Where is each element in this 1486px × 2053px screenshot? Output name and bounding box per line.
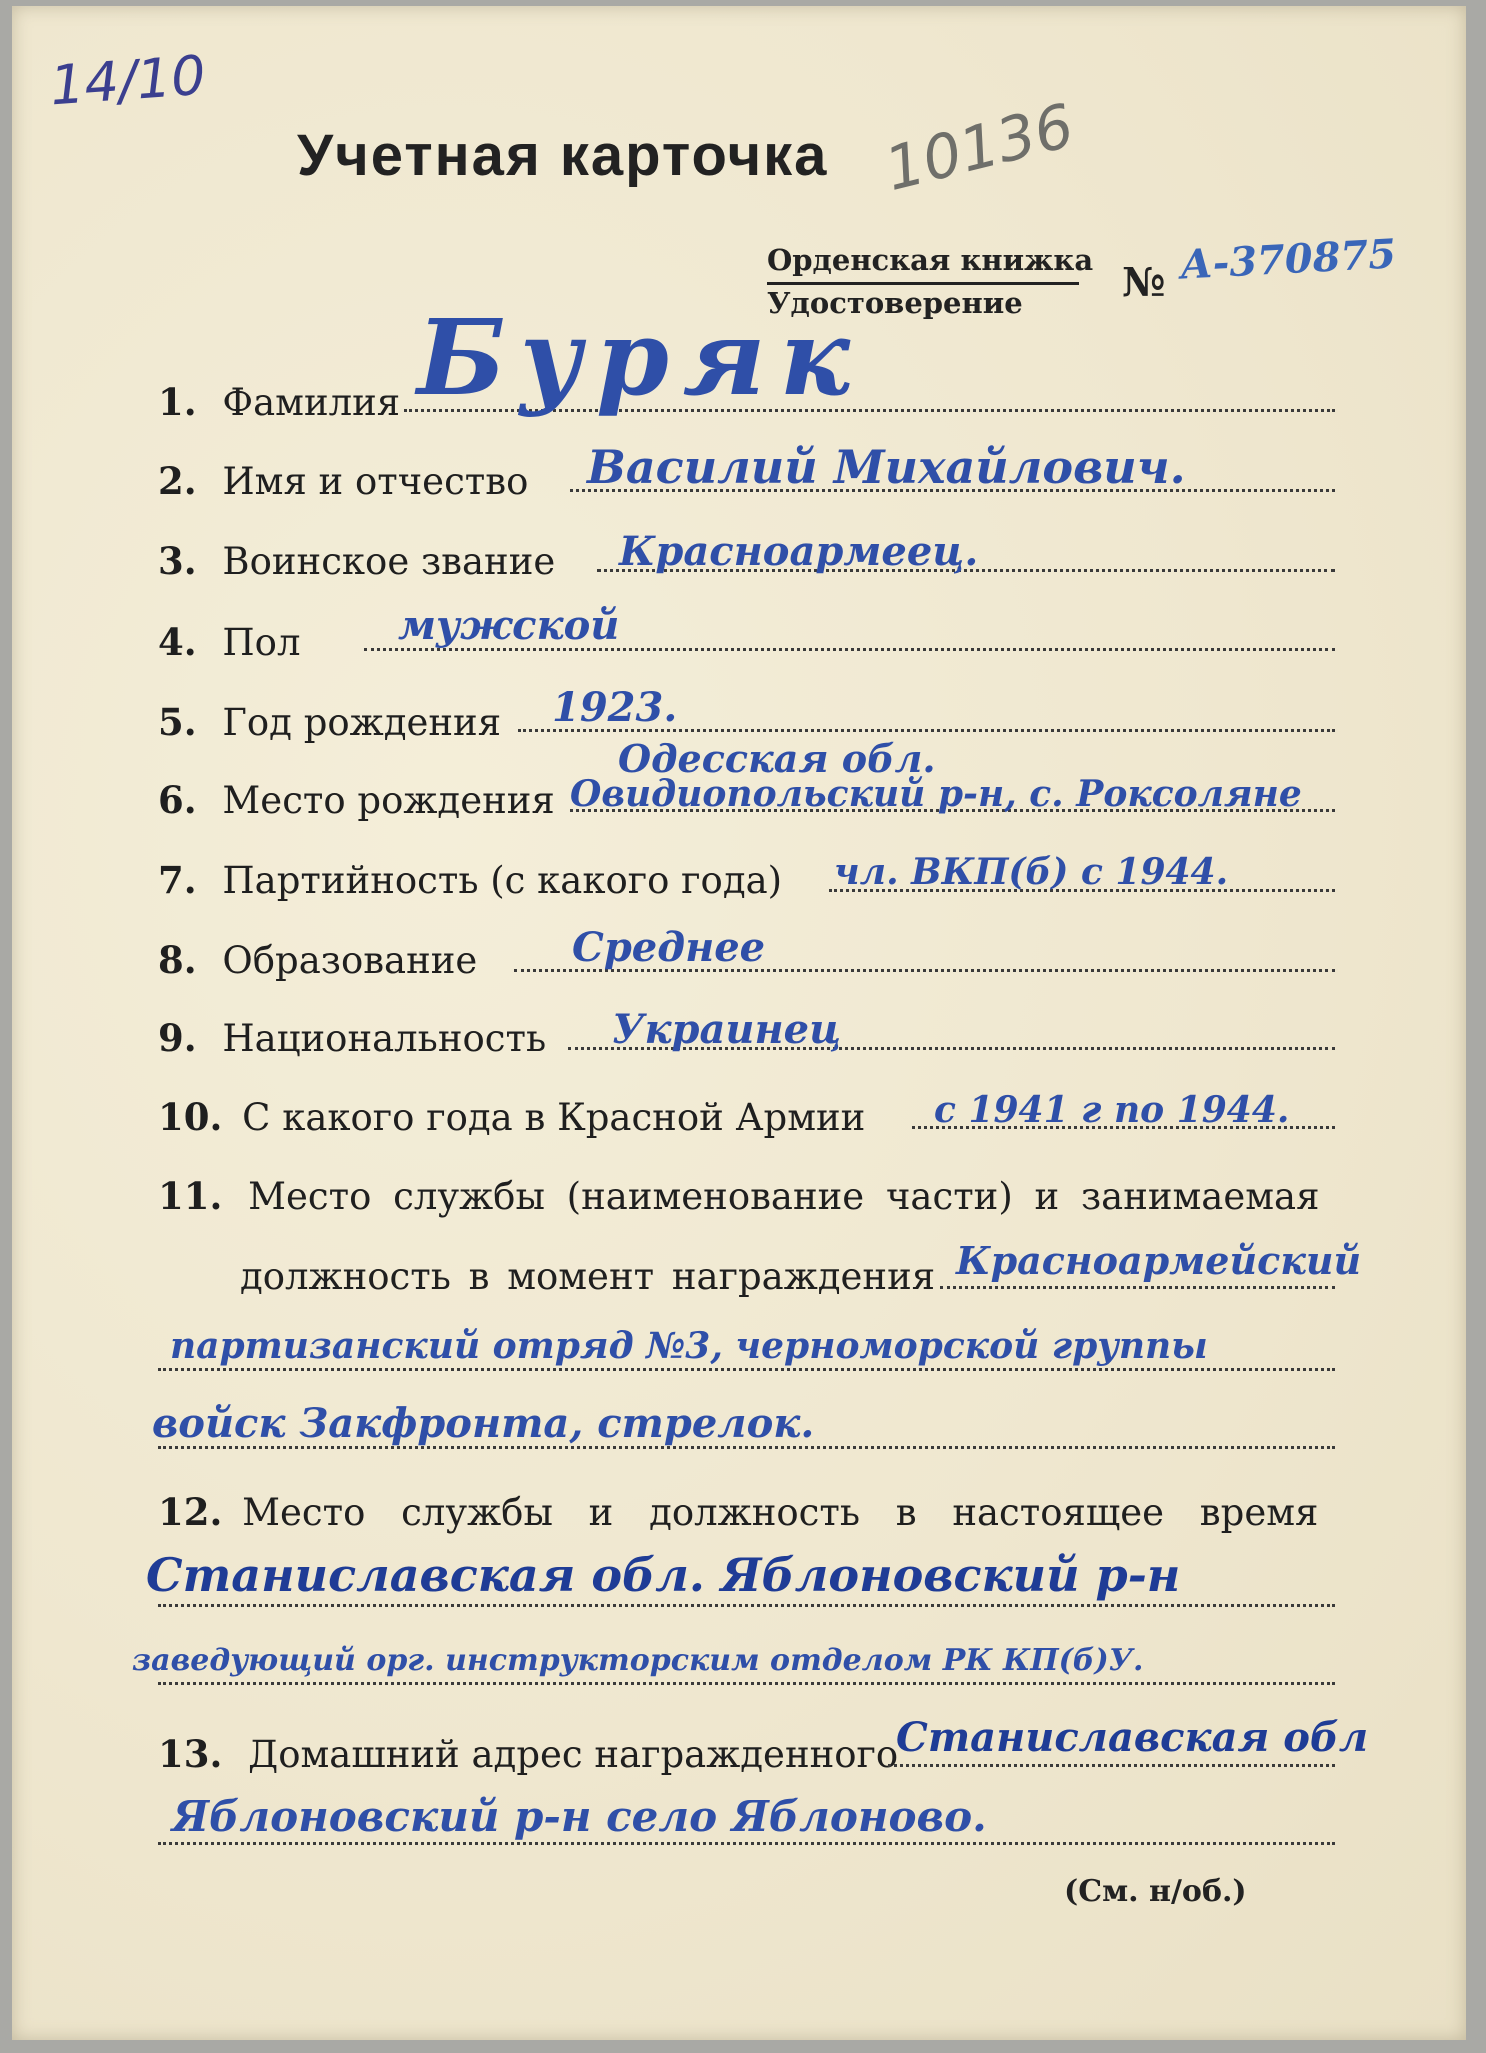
field-label: Пол xyxy=(222,621,301,664)
archive-number-pencil: 10136 xyxy=(878,90,1081,206)
field-row xyxy=(158,380,401,424)
field-number: 10. xyxy=(158,1095,223,1139)
field-rule xyxy=(158,1682,1335,1685)
army-years-value: с 1941 г по 1944. xyxy=(934,1089,1290,1131)
field-label: Место службы (наименование части) и занимаемая xyxy=(248,1175,1320,1218)
field-row xyxy=(158,1490,1319,1534)
field-label: Домашний адрес награжденного xyxy=(248,1733,899,1776)
field-row xyxy=(158,620,301,664)
field-number: 2. xyxy=(158,459,197,503)
field-row xyxy=(158,1174,1320,1218)
field-label: Партийность (с какого года) xyxy=(222,859,783,902)
field-rule xyxy=(158,1368,1335,1371)
field-number: 4. xyxy=(158,620,197,664)
sex-value: мужской xyxy=(398,602,620,649)
rank-value: Красноармеец. xyxy=(619,528,979,575)
field-label: Фамилия xyxy=(222,381,401,424)
field-label: Имя и отчество xyxy=(222,460,529,503)
party-value: чл. ВКП(б) с 1944. xyxy=(834,851,1229,893)
field-number: 12. xyxy=(158,1490,223,1534)
field-number: 1. xyxy=(158,380,197,424)
field-label: Место службы и должность в настоящее время xyxy=(242,1491,1319,1534)
order-book-label: Орденская книжка xyxy=(767,243,1094,277)
corner-pencil-note: 14/10 xyxy=(47,43,208,118)
field-rule xyxy=(158,1842,1335,1845)
current-place-value-line1: Станиславская обл. Яблоновский р-н xyxy=(146,1548,1181,1602)
see-reverse-note: (См. н/об.) xyxy=(1064,1874,1247,1909)
education-value: Среднее xyxy=(572,924,766,971)
field-number: 5. xyxy=(158,700,197,744)
field-number: 3. xyxy=(158,539,197,583)
home-address-value-line1: Станиславская обл xyxy=(896,1714,1369,1761)
current-place-value-line2: заведующий орг. инструкторским отделом РК КП(б)У. xyxy=(132,1643,1144,1678)
field-number: 6. xyxy=(158,778,197,822)
nationality-value: Украинец xyxy=(612,1006,842,1053)
field-row xyxy=(158,1016,547,1060)
field-number: 7. xyxy=(158,858,197,902)
service-place-value-line2: партизанский отряд №3, черноморской группы xyxy=(170,1325,1208,1367)
field-label: Национальность xyxy=(222,1017,547,1060)
birth-region-value: Одесская обл. xyxy=(618,736,936,781)
field-row xyxy=(158,778,555,822)
field-label: Год рождения xyxy=(222,701,502,744)
field-label: Воинское звание xyxy=(222,540,556,583)
field-rule xyxy=(888,1764,1335,1767)
home-address-value-line2: Яблоновский р-н село Яблоново. xyxy=(172,1792,987,1841)
field-number: 11. xyxy=(158,1174,223,1218)
certificate-strikethrough xyxy=(767,282,1079,285)
field-row xyxy=(158,938,478,982)
field-row xyxy=(158,459,529,503)
field-label: С какого года в Красной Армии xyxy=(242,1096,866,1139)
service-place-value-line1: Красноармейский xyxy=(956,1238,1362,1283)
field-rule xyxy=(158,1446,1335,1449)
field-number: 13. xyxy=(158,1732,223,1776)
field-number: 9. xyxy=(158,1016,197,1060)
number-sign: № xyxy=(1122,259,1166,306)
birth-year-value: 1923. xyxy=(552,684,678,731)
field-row xyxy=(158,1095,866,1139)
field-row xyxy=(158,539,556,583)
card-title: Учетная карточка xyxy=(297,123,829,188)
field-rule xyxy=(158,1604,1335,1607)
field-row xyxy=(158,1732,899,1776)
field-label: Образование xyxy=(222,939,478,982)
field-row xyxy=(158,858,783,902)
order-book-number: А-370875 xyxy=(1178,230,1398,289)
surname-value: Буряк xyxy=(417,296,864,419)
field-label: Место рождения xyxy=(222,779,555,822)
birth-place-value: Овидиопольский р-н, с. Роксоляне xyxy=(570,773,1302,815)
registration-card xyxy=(12,6,1466,2040)
service-place-value-line3: войск Закфронта, стрелок. xyxy=(152,1400,815,1447)
certificate-label: Удостоверение xyxy=(767,286,1023,320)
field-label-continuation: должность в момент награждения xyxy=(240,1255,936,1298)
field-row xyxy=(158,700,502,744)
name-patronymic-value: Василий Михайлович. xyxy=(587,440,1186,494)
field-number: 8. xyxy=(158,938,197,982)
field-rule xyxy=(940,1286,1335,1289)
